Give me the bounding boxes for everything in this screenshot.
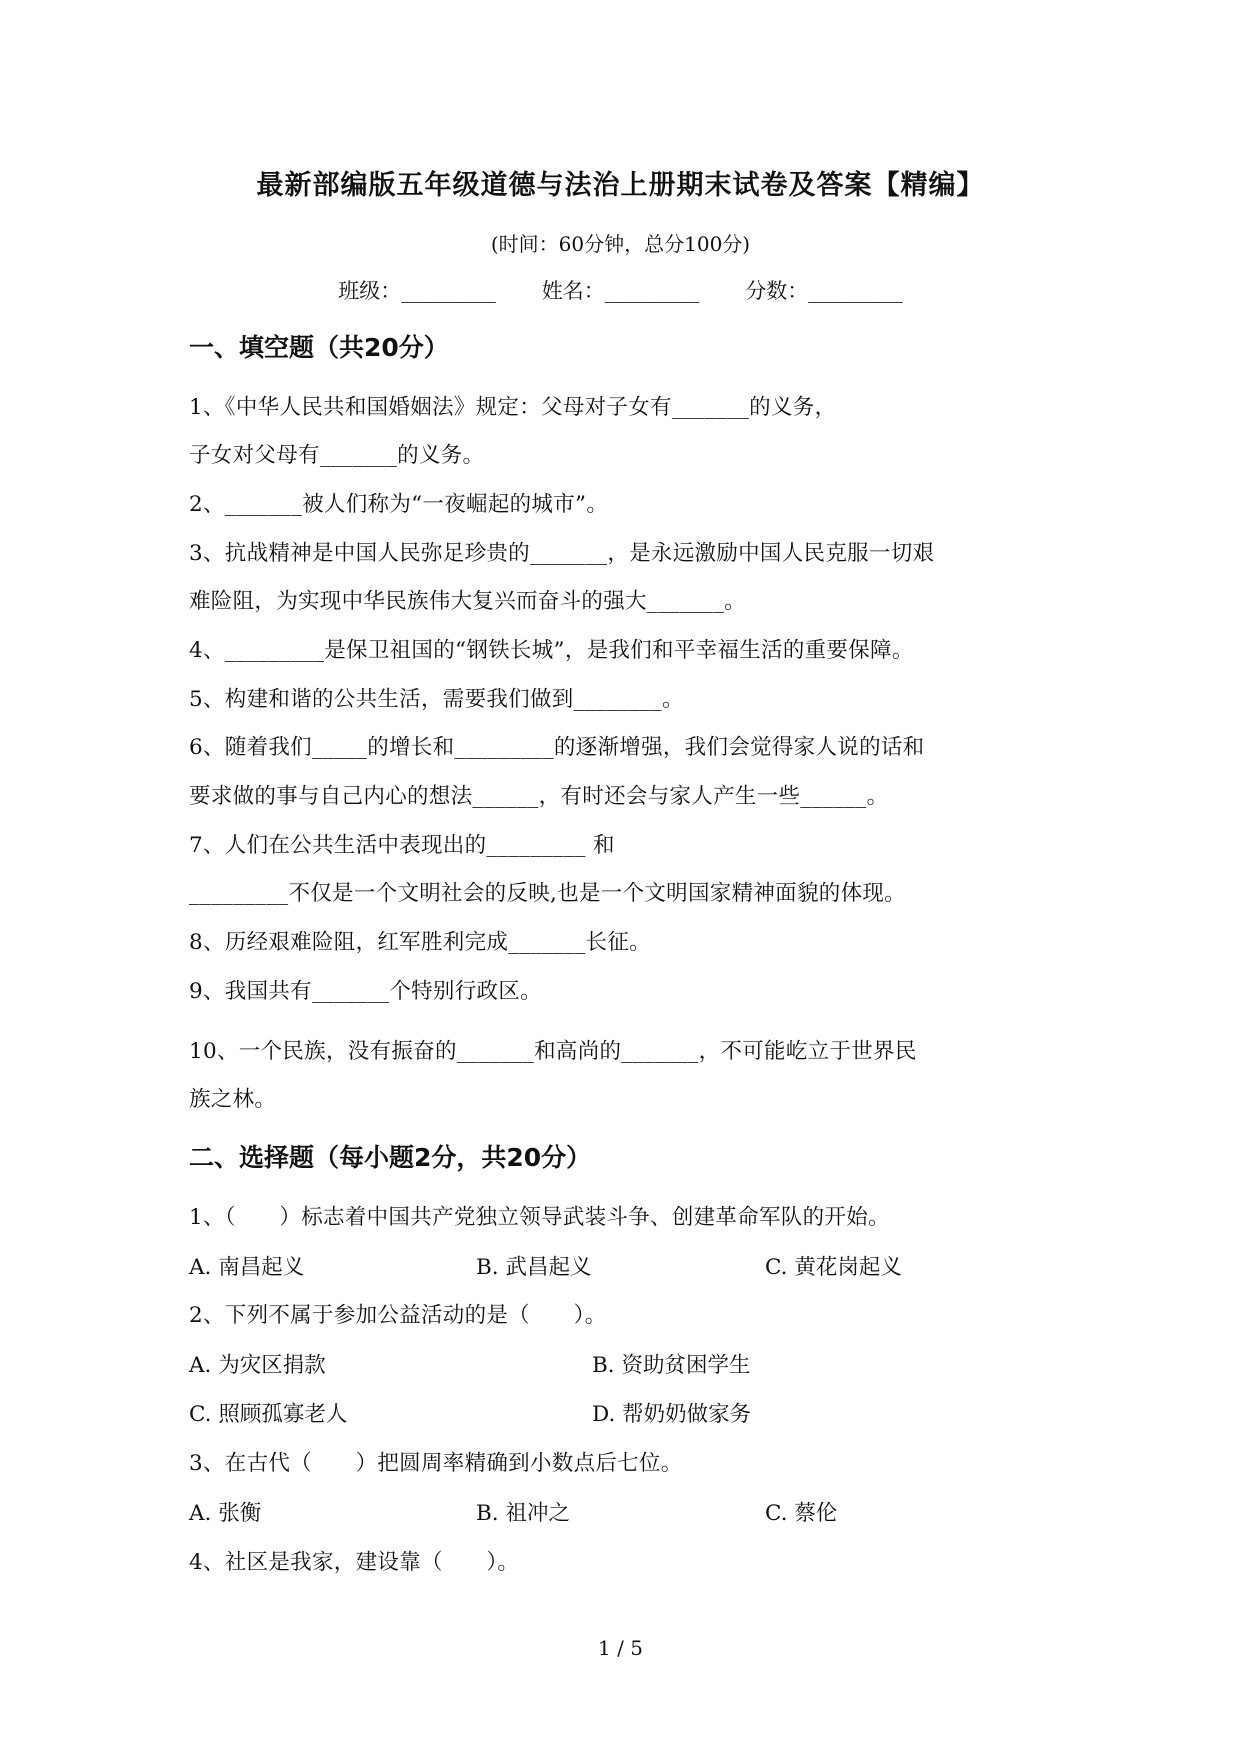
score-label: 分数： <box>745 279 809 303</box>
mc-question-stem: 1、（ ）标志着中国共产党独立领导武装斗争、创建革命军队的开始。 <box>189 1205 890 1230</box>
mc-option-d: D. 帮奶奶做家务 <box>592 1402 752 1427</box>
question-line: 4、_________是保卫祖国的“钢铁长城”，是我们和平幸福生活的重要保障。 <box>189 638 914 663</box>
score-blank: _________ <box>808 279 903 303</box>
mc-option-a: A. 张衡 <box>189 1501 262 1526</box>
class-label: 班级： <box>338 279 402 303</box>
mc-option-b: B. 资助贫困学生 <box>592 1353 751 1378</box>
mc-option-a: A. 为灾区捐款 <box>189 1353 326 1378</box>
question-line: 9、我国共有_______个特别行政区。 <box>189 979 542 1004</box>
mc-option-b: B. 祖冲之 <box>476 1501 570 1526</box>
question-line: 族之林。 <box>189 1087 277 1112</box>
question-line: 要求做的事与自己内心的想法______，有时还会与家人产生一些______。 <box>189 784 889 809</box>
name-blank: _________ <box>604 279 700 303</box>
page-number: 1 / 5 <box>598 1636 643 1660</box>
mc-question-stem: 2、下列不属于参加公益活动的是（ ）。 <box>189 1303 607 1328</box>
student-info-row <box>0 275 1241 305</box>
question-line: 2、_______被人们称为“一夜崛起的城市”。 <box>189 492 609 517</box>
mc-option-a: A. 南昌起义 <box>189 1255 305 1280</box>
exam-subtitle: (时间：60分钟，总分100分) <box>490 232 751 256</box>
question-line: 8、历经艰难险阻，红军胜利完成_______长征。 <box>189 930 651 955</box>
question-line: 难险阻，为实现中华民族伟大复兴而奋斗的强大_______。 <box>189 589 746 614</box>
name-label: 姓名： <box>541 279 605 303</box>
question-line: _________不仅是一个文明社会的反映,也是一个文明国家精神面貌的体现。 <box>189 881 906 906</box>
mc-question-stem: 4、社区是我家，建设靠（ ）。 <box>189 1550 520 1575</box>
class-blank: _________ <box>401 279 496 303</box>
mc-option-c: C. 蔡伦 <box>765 1501 838 1526</box>
section-heading-fill-blank: 一、填空题（共20分） <box>189 333 449 362</box>
question-line: 6、随着我们_____的增长和_________的逐渐增强，我们会觉得家人说的话和 <box>189 735 925 760</box>
question-line: 5、构建和谐的公共生活，需要我们做到________。 <box>189 687 684 712</box>
question-line: 7、人们在公共生活中表现出的_________ 和 <box>189 833 615 858</box>
mc-option-b: B. 武昌起义 <box>476 1255 592 1280</box>
question-line: 3、抗战精神是中国人民弥足珍贵的_______，是永远激励中国人民克服一切艰 <box>189 541 935 566</box>
section-heading-multiple-choice: 二、选择题（每小题2分，共20分） <box>189 1143 592 1172</box>
question-line: 子女对父母有_______的义务。 <box>189 443 485 468</box>
exam-title: 最新部编版五年级道德与法治上册期末试卷及答案【精编】 <box>256 170 985 201</box>
mc-option-c: C. 照顾孤寡老人 <box>189 1402 348 1427</box>
mc-option-c: C. 黄花岗起义 <box>765 1255 902 1280</box>
mc-question-stem: 3、在古代（ ）把圆周率精确到小数点后七位。 <box>189 1451 683 1476</box>
question-line: 1、《中华人民共和国婚姻法》规定：父母对子女有_______的义务， <box>189 395 837 420</box>
question-line: 10、一个民族，没有振奋的_______和高尚的_______，不可能屹立于世界民 <box>189 1039 917 1064</box>
